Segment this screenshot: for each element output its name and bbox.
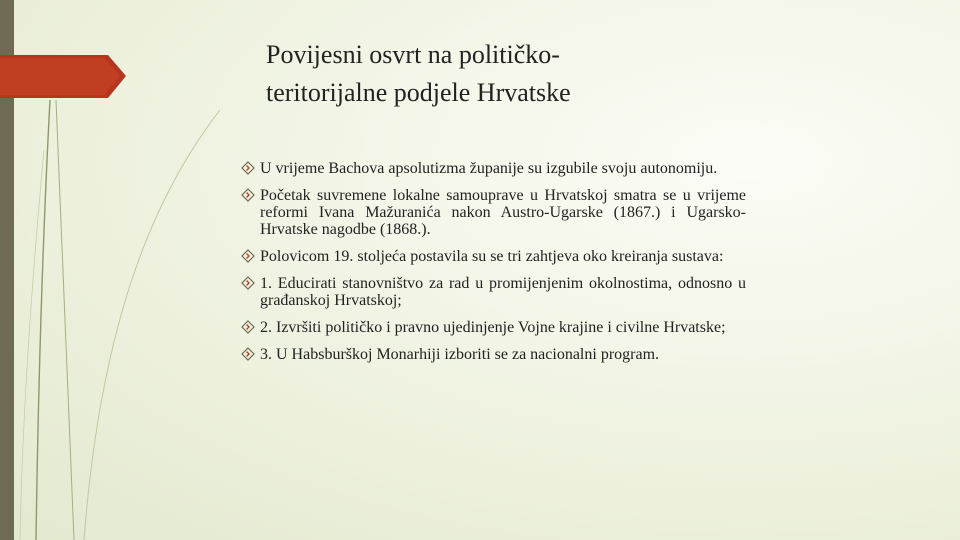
diamond-arrow-icon <box>241 320 255 334</box>
diamond-arrow-icon <box>241 347 255 361</box>
diamond-arrow-icon <box>241 188 255 202</box>
diamond-arrow-icon <box>241 161 255 175</box>
diamond-arrow-icon <box>241 249 255 263</box>
list-item <box>240 248 746 265</box>
list-item <box>240 319 746 336</box>
title-line-2: teritorijalne podjele Hrvatske <box>266 78 571 107</box>
list-item <box>240 160 746 177</box>
list-item-text: 2. Izvršiti političko i pravno ujedinjenje Vojne krajine i civilne Hrvatske; <box>260 319 726 336</box>
diamond-arrow-icon <box>241 276 255 290</box>
list-item-text: Polovicom 19. stoljeća postavila su se tri zahtjeva oko kreiranja sustava: <box>260 248 724 265</box>
list-item-text: U vrijeme Bachova apsolutizma županije su izgubile svoju autonomiju. <box>260 160 718 177</box>
list-item <box>240 275 746 309</box>
title-line-1: Povijesni osvrt na političko- <box>266 40 560 69</box>
bullet-list <box>240 160 746 363</box>
list-item-text: 3. U Habsburškoj Monarhiji izboriti se za nacionalni program. <box>260 346 660 363</box>
list-item <box>240 346 746 363</box>
list-item-text: Početak suvremene lokalne samouprave u Hrvatskoj smatra se u vrijeme reformi Ivana Mažuranića nakon Austro-Ugarske (1867.) i Ugarsko-Hrvatske nagodbe (1868.). <box>260 187 746 238</box>
list-item-text: 1. Educirati stanovništvo za rad u promijenjenim okolnostima, odnosno u građanskoj Hrvatskoj; <box>260 275 746 309</box>
list-item <box>240 187 746 238</box>
slide-title <box>266 36 826 112</box>
